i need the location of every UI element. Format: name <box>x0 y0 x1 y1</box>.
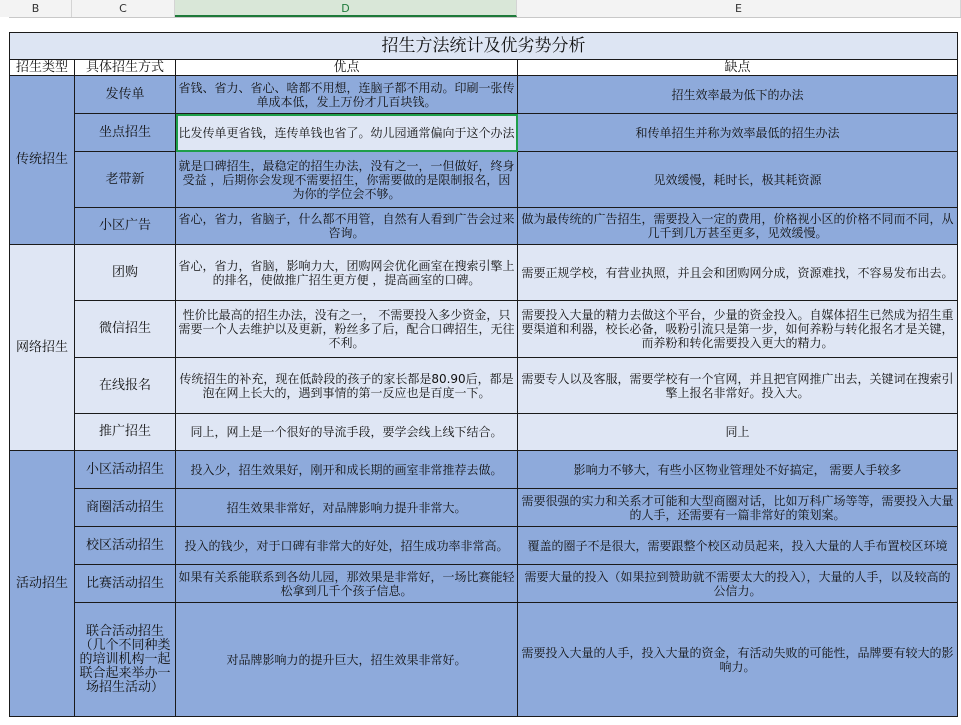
pro-cell[interactable]: 同上，网上是一个很好的导流手段，要学会线上线下结合。 <box>176 414 518 451</box>
method-cell[interactable]: 坐点招生 <box>75 114 176 152</box>
column-header-b[interactable]: B <box>0 0 72 17</box>
column-header-c[interactable]: C <box>72 0 175 17</box>
con-cell[interactable]: 同上 <box>518 414 958 451</box>
header-con[interactable]: 缺点 <box>518 60 958 76</box>
pro-cell[interactable]: 省心，省力，省脑，影响力大，团购网会优化画室在搜索引擎上的排名，使做推广招生更方便 ，提高画室的口碑。 <box>176 245 518 301</box>
con-cell[interactable]: 招生效率最为低下的办法 <box>518 76 958 114</box>
pro-cell[interactable]: 省心，省力，省脑子，什么都不用管，自然有人看到广告会过来咨询。 <box>176 208 518 245</box>
con-cell[interactable]: 需要大量的投入（如果拉到赞助就不需要太大的投入），大量的人手，以及较高的公信力。 <box>518 565 958 603</box>
method-cell[interactable]: 老带新 <box>75 152 176 208</box>
header-pro[interactable]: 优点 <box>176 60 518 76</box>
con-cell[interactable]: 见效缓慢，耗时长，极其耗资源 <box>518 152 958 208</box>
table-title[interactable]: 招生方法统计及优劣势分析 <box>10 33 958 60</box>
pro-cell[interactable]: 省钱、省力、省心、啥都不用想，连脑子都不用动。印刷一张传单成本低，发上万份才几百块钱。 <box>176 76 518 114</box>
group-type-traditional[interactable]: 传统招生 <box>10 76 75 245</box>
header-type[interactable]: 招生类型 <box>10 60 75 76</box>
method-cell[interactable]: 微信招生 <box>75 301 176 358</box>
con-cell[interactable]: 需要投入大量的人手，投入大量的资金，有活动失败的可能性，品牌要有较大的影响力。 <box>518 603 958 717</box>
method-cell[interactable]: 团购 <box>75 245 176 301</box>
con-cell[interactable]: 需要很强的实力和关系才可能和大型商圈对话，比如万科广场等等，需要投入大量的人手，还需要有一篇非常好的策划案。 <box>518 489 958 527</box>
column-header-bar <box>0 0 961 18</box>
pro-cell[interactable]: 如果有关系能联系到各幼儿园，那效果是非常好，一场比赛能轻松拿到几千个孩子信息。 <box>176 565 518 603</box>
group-type-event[interactable]: 活动招生 <box>10 451 75 717</box>
con-cell[interactable]: 影响力不够大，有些小区物业管理处不好搞定， 需要人手较多 <box>518 451 958 489</box>
pro-cell-selected[interactable]: 比发传单更省钱，连传单钱也省了。幼儿园通常偏向于这个办法 <box>176 114 518 152</box>
pro-cell[interactable]: 对品牌影响力的提升巨大，招生效果非常好。 <box>176 603 518 717</box>
method-cell[interactable]: 联合活动招生（几个不同种类的培训机构一起联合起来举办一场招生活动） <box>75 603 176 717</box>
con-cell[interactable]: 覆盖的圈子不是很大，需要跟整个校区动员起来，投入大量的人手布置校区环境 <box>518 527 958 565</box>
con-cell[interactable]: 和传单招生并称为效率最低的招生办法 <box>518 114 958 152</box>
con-cell[interactable]: 需要投入大量的精力去做这个平台，少量的资金投入。自媒体招生已然成为招生重要渠道和利器，校长必备，吸粉引流只是第一步，如何养粉与转化报名才是关键，而养粉和转化需要投入更大的精力。 <box>518 301 958 358</box>
con-cell[interactable]: 做为最传统的广告招生，需要投入一定的费用，价格视小区的价格不同而不同，从几千到几万甚至更多，见效缓慢。 <box>518 208 958 245</box>
con-cell[interactable]: 需要正规学校，有营业执照，并且会和团购网分成，资源难找，不容易发布出去。 <box>518 245 958 301</box>
method-cell[interactable]: 比赛活动招生 <box>75 565 176 603</box>
pro-cell[interactable]: 就是口碑招生，最稳定的招生办法，没有之一，一但做好，终身受益 ，后期你会发现不需要招生，你需要做的是限制报名，因为你的学位会不够。 <box>176 152 518 208</box>
method-cell[interactable]: 推广招生 <box>75 414 176 451</box>
method-cell[interactable]: 校区活动招生 <box>75 527 176 565</box>
pro-cell[interactable]: 投入少，招生效果好，刚开和成长期的画室非常推荐去做。 <box>176 451 518 489</box>
con-cell[interactable]: 需要专人以及客服，需要学校有一个官网，并且把官网推广出去，关键词在搜索引擎上报名非常好。投入大。 <box>518 358 958 414</box>
column-header-e[interactable]: E <box>517 0 961 17</box>
pro-cell[interactable]: 招生效果非常好，对品牌影响力提升非常大。 <box>176 489 518 527</box>
group-type-online[interactable]: 网络招生 <box>10 245 75 451</box>
pro-cell[interactable]: 投入的钱少，对于口碑有非常大的好处，招生成功率非常高。 <box>176 527 518 565</box>
column-header-d[interactable]: D <box>175 0 517 17</box>
header-method[interactable]: 具体招生方式 <box>75 60 176 76</box>
pro-cell[interactable]: 性价比最高的招生办法，没有之一， 不需要投入多少资金，只需要一个人去维护以及更新，粉丝多了后，配合口碑招生，无往不利。 <box>176 301 518 358</box>
method-cell[interactable]: 在线报名 <box>75 358 176 414</box>
pro-cell[interactable]: 传统招生的补充，现在低龄段的孩子的家长都是80.90后，都是泡在网上长大的，遇到事情的第一反应也是百度一下。 <box>176 358 518 414</box>
method-cell[interactable]: 小区广告 <box>75 208 176 245</box>
method-cell[interactable]: 小区活动招生 <box>75 451 176 489</box>
method-cell[interactable]: 发传单 <box>75 76 176 114</box>
sheet-margin <box>0 17 9 725</box>
method-cell[interactable]: 商圈活动招生 <box>75 489 176 527</box>
strategy-table <box>9 32 958 717</box>
